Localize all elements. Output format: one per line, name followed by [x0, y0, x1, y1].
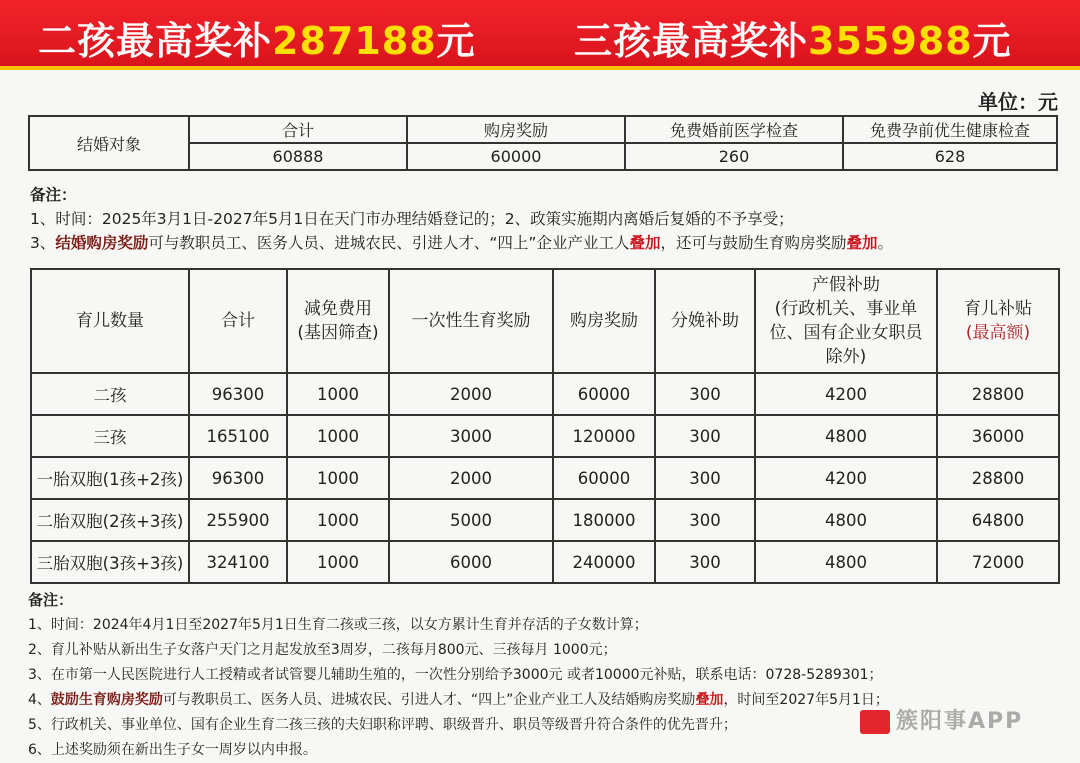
- table-cell: 2000: [389, 373, 553, 415]
- watermark-text: 簇阳事APP: [896, 704, 1023, 735]
- table-cell: 1000: [287, 499, 389, 541]
- birth-notes: [28, 588, 889, 763]
- table-cell: 60000: [553, 457, 655, 499]
- note-line-highlight: 4、鼓励生育购房奖励可与教职员工、医务人员、进城农民、引进人才、“四上”企业产业工人及结婚购房奖励叠加，时间至2027年5月1日；: [28, 688, 889, 713]
- note-line: 6、上述奖励须在新出生子女一周岁以内申报。: [28, 738, 889, 763]
- table-cell: 二胎双胞(2孩+3孩): [31, 499, 189, 541]
- table-cell: 324100: [189, 541, 287, 583]
- table-cell: 120000: [553, 415, 655, 457]
- table-cell: 5000: [389, 499, 553, 541]
- marriage-row-header: 结婚对象: [29, 116, 189, 170]
- table-cell: 3000: [389, 415, 553, 457]
- table-row: [31, 499, 1059, 541]
- title-banner: [0, 0, 1080, 70]
- marriage-value-premarital: 260: [625, 143, 843, 170]
- table-cell: 28800: [937, 457, 1059, 499]
- table-cell: 三孩: [31, 415, 189, 457]
- table-cell: 4800: [755, 499, 937, 541]
- note-line: 5、行政机关、事业单位、国有企业生育二孩三孩的夫妇职称评聘、职级晋升、职员等级晋升符合条件的优先晋升；: [28, 713, 889, 738]
- table-cell: 96300: [189, 373, 287, 415]
- note-line: 1、时间：2025年3月1日-2027年5月1日在天门市办理结婚登记的；2、政策实施期内离婚后复婚的不予享受；: [30, 207, 893, 231]
- table-cell: 300: [655, 541, 755, 583]
- table-cell: 4200: [755, 457, 937, 499]
- table-cell: 6000: [389, 541, 553, 583]
- table-cell: 2000: [389, 457, 553, 499]
- table-cell: 4200: [755, 373, 937, 415]
- marriage-table: [28, 115, 1058, 171]
- table-cell: 64800: [937, 499, 1059, 541]
- table-cell: 255900: [189, 499, 287, 541]
- table-row: [31, 541, 1059, 583]
- marriage-header-housing: 购房奖励: [407, 116, 625, 143]
- table-row: [31, 373, 1059, 415]
- marriage-header-premarital: 免费婚前医学检查: [625, 116, 843, 143]
- notes-title: 备注：: [28, 588, 889, 613]
- third-child-headline: 三孩最高奖补355988元: [574, 10, 1012, 65]
- table-cell: 165100: [189, 415, 287, 457]
- table-cell: 72000: [937, 541, 1059, 583]
- table-cell: 二孩: [31, 373, 189, 415]
- notes-title: 备注：: [30, 183, 893, 207]
- birth-header: 育儿补贴 (最高额): [937, 269, 1059, 373]
- birth-header: 购房奖励: [553, 269, 655, 373]
- note-line-highlight: 3、结婚购房奖励可与教职员工、医务人员、进城农民、引进人才、“四上”企业产业工人叠加，还可与鼓励生育购房奖励叠加。: [30, 231, 893, 255]
- birth-header: 育儿数量: [31, 269, 189, 373]
- note-line: 2、育儿补贴从新出生子女落户天门之月起发放至3周岁，二孩每月800元、三孩每月 1000元；: [28, 638, 889, 663]
- app-logo-icon: [860, 710, 890, 734]
- marriage-notes: [30, 183, 893, 255]
- table-cell: 4800: [755, 541, 937, 583]
- table-cell: 240000: [553, 541, 655, 583]
- birth-header: 减免费用 (基因筛查): [287, 269, 389, 373]
- marriage-value-housing: 60000: [407, 143, 625, 170]
- table-cell: 60000: [553, 373, 655, 415]
- table-cell: 1000: [287, 415, 389, 457]
- birth-header: 产假补助 (行政机关、事业单位、国有企业女职员除外): [755, 269, 937, 373]
- note-line: 3、在市第一人民医院进行人工授精或者试管婴儿辅助生殖的，一次性分别给予3000元 或者10000元补贴，联系电话：0728-5289301；: [28, 663, 889, 688]
- birth-header: 一次性生育奖励: [389, 269, 553, 373]
- table-row: [31, 457, 1059, 499]
- table-cell: 三胎双胞(3孩+3孩): [31, 541, 189, 583]
- marriage-header-prepregnancy: 免费孕前优生健康检查: [843, 116, 1057, 143]
- table-row: [31, 415, 1059, 457]
- table-cell: 300: [655, 415, 755, 457]
- unit-label: 单位：元: [978, 86, 1058, 115]
- marriage-value-total: 60888: [189, 143, 407, 170]
- table-cell: 96300: [189, 457, 287, 499]
- table-cell: 一胎双胞(1孩+2孩): [31, 457, 189, 499]
- note-line: 1、时间：2024年4月1日至2027年5月1日生育二孩或三孩，以女方累计生育并存活的子女数计算；: [28, 613, 889, 638]
- table-cell: 300: [655, 457, 755, 499]
- table-cell: 1000: [287, 373, 389, 415]
- marriage-value-prepregnancy: 628: [843, 143, 1057, 170]
- table-cell: 28800: [937, 373, 1059, 415]
- table-cell: 180000: [553, 499, 655, 541]
- table-cell: 36000: [937, 415, 1059, 457]
- table-cell: 1000: [287, 457, 389, 499]
- table-cell: 300: [655, 373, 755, 415]
- birth-table: [30, 268, 1060, 584]
- table-cell: 4800: [755, 415, 937, 457]
- watermark: [860, 702, 1070, 758]
- birth-header: 合计: [189, 269, 287, 373]
- second-child-headline: 二孩最高奖补287188元: [38, 10, 476, 65]
- table-cell: 300: [655, 499, 755, 541]
- table-cell: 1000: [287, 541, 389, 583]
- birth-header: 分娩补助: [655, 269, 755, 373]
- marriage-header-total: 合计: [189, 116, 407, 143]
